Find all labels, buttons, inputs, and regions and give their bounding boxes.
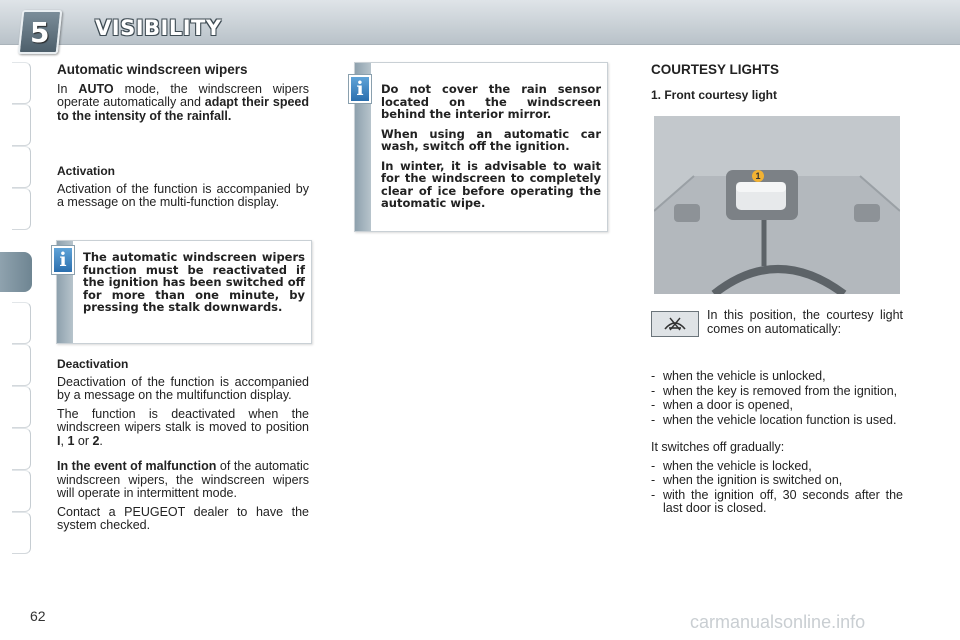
info-box-reactivate: [56, 240, 312, 344]
contact-text: Contact a PEUGEOT dealer to have the system checked.: [57, 504, 309, 532]
courtesy-off-heading: It switches off gradually:: [651, 440, 785, 454]
list-item: - with the ignition off, 30 seconds after the last door is closed.: [651, 489, 903, 516]
wipers-intro: In AUTO mode, the windscreen wipers operate automatically and adapt their speed to the intensity of the rainfall.: [57, 81, 310, 123]
list-item: - when the vehicle location function is used.: [651, 414, 903, 428]
courtesy-off-list: [651, 460, 903, 516]
activation-text: Activation of the function is accompanied by a message on the multi-function display.: [57, 181, 309, 209]
chapter-tab[interactable]: [12, 344, 31, 386]
chapter-badge: [18, 10, 63, 54]
list-item: - when the vehicle is locked,: [651, 460, 903, 474]
courtesy-light-photo: [654, 116, 900, 294]
info-box-rain-sensor: [354, 62, 608, 232]
deactivated-text: The function is deactivated when the windscreen wipers stalk is moved to position I, 1 or 2.: [57, 406, 309, 448]
chapter-number: 5: [30, 15, 50, 49]
courtesy-switch-icon: [651, 311, 699, 337]
left-column-top: [57, 63, 309, 128]
front-courtesy-subtitle: 1. Front courtesy light: [651, 87, 778, 102]
chapter-tab[interactable]: [12, 302, 31, 344]
car-interior-light-icon: [660, 315, 690, 333]
chapter-tab[interactable]: [12, 188, 31, 230]
chapter-tab[interactable]: [12, 428, 31, 470]
deactivation-section: [57, 358, 309, 538]
chapter-tab[interactable]: [12, 512, 31, 554]
deactivation-text: Deactivation of the function is accompanied by a message on the multifunction display.: [57, 374, 309, 402]
chapter-tab[interactable]: [12, 470, 31, 512]
list-item: - when a door is opened,: [651, 399, 903, 413]
list-item: - when the ignition is switched on,: [651, 474, 903, 488]
courtesy-light-illustration: [654, 116, 900, 294]
info-icon: i: [52, 246, 74, 274]
photo-callout-1: 1: [752, 170, 764, 182]
page-number: 62: [30, 608, 46, 624]
section-title-courtesy: COURTESY LIGHTS: [651, 62, 780, 77]
chapter-tab[interactable]: [12, 62, 31, 104]
courtesy-header: [651, 63, 903, 106]
courtesy-on-list: [651, 370, 903, 427]
info-icon: i: [349, 75, 371, 103]
chapter-tabs: [0, 62, 34, 574]
chapter-tab-active[interactable]: [0, 252, 32, 292]
chapter-tab[interactable]: [12, 104, 31, 146]
list-item: - when the key is removed from the ignition,: [651, 385, 903, 399]
list-item: - when the vehicle is unlocked,: [651, 370, 903, 384]
info-box-reactivate-text: The automatic windscreen wipers function must be reactivated if the ignition has been switched off for more than one minute, by pressing the stalk downwards.: [83, 250, 305, 314]
malfunction-text: In the event of malfunction of the automatic windscreen wipers, the windscreen wipers will operate in intermittent mode.: [57, 459, 309, 500]
section-title-wipers: Automatic windscreen wipers: [57, 62, 248, 77]
activation-heading: Activation: [57, 164, 116, 178]
switch-description: In this position, the courtesy light comes on automatically:: [707, 308, 903, 336]
deactivation-heading: Deactivation: [57, 357, 129, 371]
courtesy-conditions: [651, 370, 903, 530]
activation-section: [57, 165, 309, 215]
chapter-tab[interactable]: [12, 146, 31, 188]
chapter-title: VISIBILITY: [95, 16, 222, 40]
info-box-rain-sensor-text: Do not cover the rain sensor located on the windscreen behind the interior mirror. When using an automatic car wash, switch off the ignition. In winter, it is advisable to wait for the windscreen to completely clear of ice before operating the automatic wipe.: [381, 82, 601, 210]
watermark-text: carmanualsonline.info: [690, 612, 866, 632]
chapter-tab[interactable]: [12, 386, 31, 428]
